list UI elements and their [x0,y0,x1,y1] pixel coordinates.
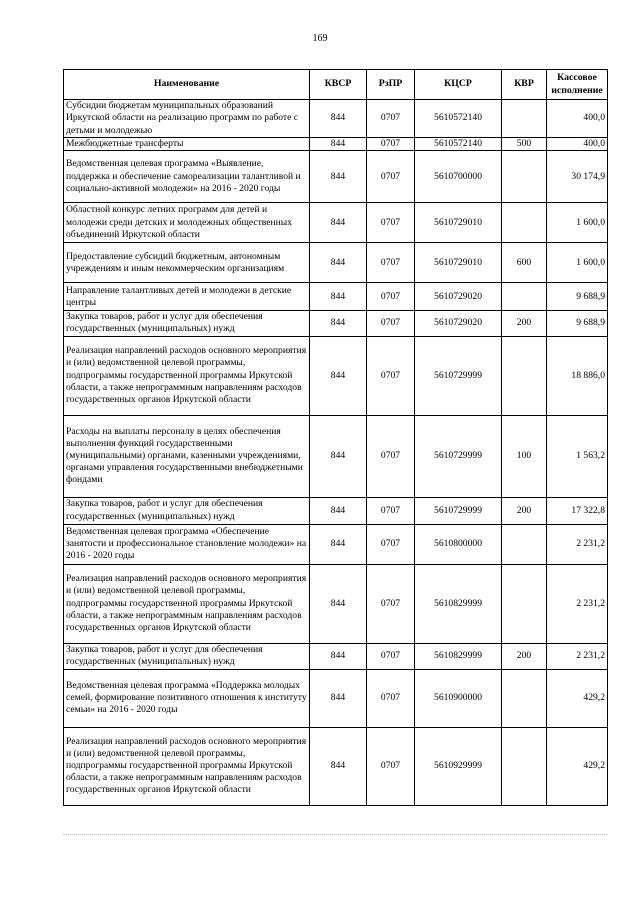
row-amount: 1 563,2 [547,415,608,497]
row-kcsr: 5610729999 [415,415,502,497]
row-name: Ведомственная целевая программа «Обеспечение занятости и профессиональное становление молодежи» на 2016 - 2020 годы [64,524,310,564]
page-number: 169 [312,33,328,44]
header-name: Наименование [64,70,310,100]
row-kcsr: 5610729020 [415,311,502,336]
table-row [64,669,608,727]
table-row [64,151,608,203]
row-rzpr: 0707 [367,669,415,727]
table-row [64,524,608,564]
row-name: Закупка товаров, работ и услуг для обеспечения государственных (муниципальных) нужд [64,497,310,524]
row-kvsr: 844 [310,564,367,643]
row-name: Направление талантливых детей и молодежи в детские центры [64,283,310,311]
row-kvsr: 844 [310,138,367,151]
table-row [64,727,608,805]
row-kvr [502,524,547,564]
row-kvsr: 844 [310,415,367,497]
row-kvr [502,727,547,805]
row-name: Реализация направлений расходов основного мероприятия и (или) ведомственной целевой программы, подпрограммы государственной программы Иркутской области, а также непрограммным направлениям расходов государственных органов Иркутской области [64,564,310,643]
row-kvr: 600 [502,243,547,283]
row-kvsr: 844 [310,336,367,415]
header-amount: Кассовое исполнение [547,70,608,100]
row-name: Предоставление субсидий бюджетным, автономным учреждениям и иным некоммерческим организациям [64,243,310,283]
row-amount: 429,2 [547,669,608,727]
row-kvr [502,100,547,138]
row-amount: 9 688,9 [547,283,608,311]
row-rzpr: 0707 [367,283,415,311]
row-name: Реализация направлений расходов основного мероприятия и (или) ведомственной целевой программы, подпрограммы государственной программы Иркутской области, а также непрограммным направлениям расходов государственных органов Иркутской области [64,727,310,805]
table-row [64,138,608,151]
row-amount: 429,2 [547,727,608,805]
row-kvsr: 844 [310,524,367,564]
row-kcsr: 5610729010 [415,243,502,283]
row-name: Расходы на выплаты персоналу в целях обеспечения выполнения функций государственными (муниципальными) органами, казенными учреждениями, органами управления государственными внебюджетными фондами [64,415,310,497]
row-kvr [502,669,547,727]
row-rzpr: 0707 [367,311,415,336]
row-kvr [502,203,547,243]
table-row [64,643,608,669]
row-name: Межбюджетные трансферты [64,138,310,151]
row-kcsr: 5610729999 [415,497,502,524]
row-kvr: 100 [502,415,547,497]
row-kvsr: 844 [310,100,367,138]
row-rzpr: 0707 [367,100,415,138]
row-rzpr: 0707 [367,336,415,415]
row-amount: 1 600,0 [547,203,608,243]
row-name: Закупка товаров, работ и услуг для обеспечения государственных (муниципальных) нужд [64,643,310,669]
expenditure-table [63,69,608,806]
row-rzpr: 0707 [367,415,415,497]
row-kvsr: 844 [310,203,367,243]
row-kvsr: 844 [310,669,367,727]
table-row [64,564,608,643]
row-kvsr: 844 [310,243,367,283]
row-kcsr: 5610572140 [415,100,502,138]
row-kvr [502,151,547,203]
row-amount: 17 322,8 [547,497,608,524]
row-name: Областной конкурс летних программ для детей и молодежи среди детских и молодежных общественных объединений Иркутской области [64,203,310,243]
row-amount: 30 174,9 [547,151,608,203]
table-row [64,311,608,336]
header-rzpr: РзПР [367,70,415,100]
row-amount: 400,0 [547,138,608,151]
bottom-divider [63,834,607,836]
row-rzpr: 0707 [367,727,415,805]
row-kvsr: 844 [310,727,367,805]
row-kvr: 200 [502,643,547,669]
row-rzpr: 0707 [367,524,415,564]
row-name: Реализация направлений расходов основного мероприятия и (или) ведомственной целевой программы, подпрограммы государственной программы Иркутской области, а также непрограммным направлениям расходов государственных органов Иркутской области [64,336,310,415]
row-rzpr: 0707 [367,203,415,243]
table-header-row [64,70,608,100]
header-kvr: КВР [502,70,547,100]
row-kvsr: 844 [310,151,367,203]
row-rzpr: 0707 [367,243,415,283]
table-row [64,283,608,311]
row-kvr [502,336,547,415]
row-kcsr: 5610700000 [415,151,502,203]
row-rzpr: 0707 [367,497,415,524]
row-amount: 2 231,2 [547,564,608,643]
row-kcsr: 5610729020 [415,283,502,311]
row-kcsr: 5610829999 [415,643,502,669]
table-row [64,243,608,283]
table-row [64,336,608,415]
row-kvr [502,283,547,311]
row-kvr [502,564,547,643]
row-kvsr: 844 [310,283,367,311]
row-kvsr: 844 [310,643,367,669]
row-kvr: 200 [502,311,547,336]
row-rzpr: 0707 [367,138,415,151]
row-name: Ведомственная целевая программа «Поддержка молодых семей, формирование позитивного отношения к институту семьи» на 2016 - 2020 годы [64,669,310,727]
row-amount: 9 688,9 [547,311,608,336]
row-rzpr: 0707 [367,151,415,203]
row-amount: 1 600,0 [547,243,608,283]
header-kcsr: КЦСР [415,70,502,100]
row-kcsr: 5610729999 [415,336,502,415]
row-rzpr: 0707 [367,564,415,643]
row-kcsr: 5610900000 [415,669,502,727]
row-name: Закупка товаров, работ и услуг для обеспечения государственных (муниципальных) нужд [64,311,310,336]
row-kcsr: 5610729010 [415,203,502,243]
row-amount: 2 231,2 [547,643,608,669]
row-amount: 400,0 [547,100,608,138]
table-row [64,415,608,497]
row-amount: 2 231,2 [547,524,608,564]
row-kcsr: 5610929999 [415,727,502,805]
row-kvr: 500 [502,138,547,151]
row-kcsr: 5610572140 [415,138,502,151]
table-row [64,100,608,138]
row-kvr: 200 [502,497,547,524]
row-name: Ведомственная целевая программа «Выявление, поддержка и обеспечение самореализации талантливой и социально-активной молодежи» на 2016 - 2020 годы [64,151,310,203]
row-kcsr: 5610800000 [415,524,502,564]
row-kvsr: 844 [310,497,367,524]
row-name: Субсидии бюджетам муниципальных образований Иркутской области на реализацию программ по работе с детьми и молодежью [64,100,310,138]
header-kvsr: КВСР [310,70,367,100]
row-amount: 18 886,0 [547,336,608,415]
row-kvsr: 844 [310,311,367,336]
table-row [64,203,608,243]
row-kcsr: 5610829999 [415,564,502,643]
table-row [64,497,608,524]
row-rzpr: 0707 [367,643,415,669]
